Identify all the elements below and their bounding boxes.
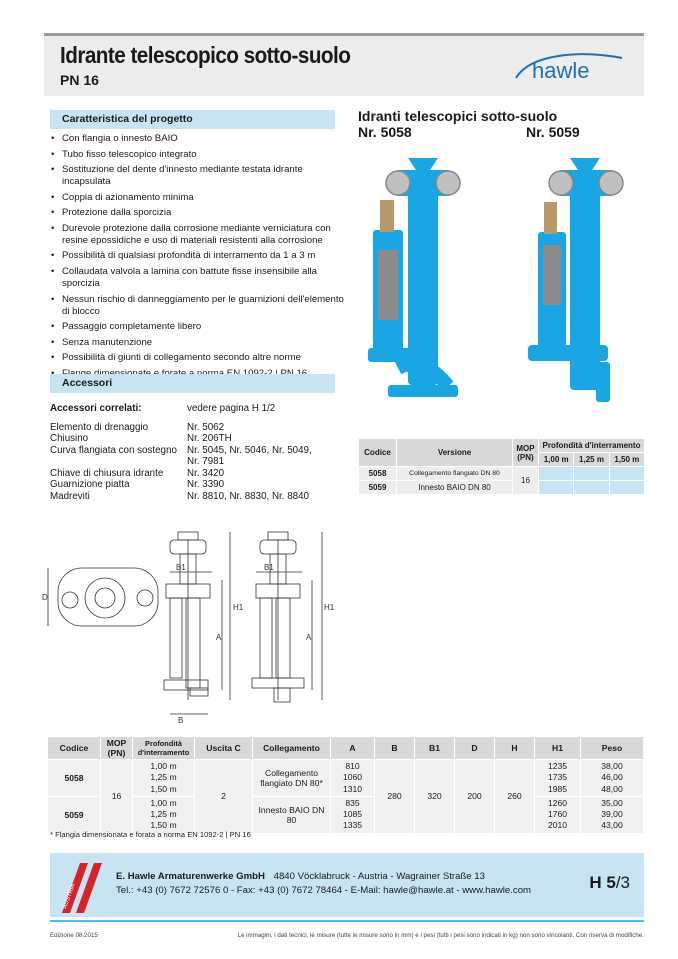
mt-a: 1335	[342, 820, 363, 831]
mt-h1-values	[535, 796, 581, 833]
side-view-5058-drawing	[164, 532, 230, 714]
hydrant-nr-5058: Nr. 5058	[358, 124, 412, 140]
accessory-name: Curva flangiata con sostegno	[50, 444, 177, 456]
accessory-code: Nr. 206TH	[187, 433, 232, 444]
feature-item: • Protezione dalla sporcizia	[50, 207, 350, 219]
vt-cell	[574, 481, 609, 495]
table-row	[359, 481, 645, 495]
mt-peso-values	[581, 796, 644, 833]
drawing-label-b: B	[178, 716, 184, 725]
page-subtitle: PN 16	[60, 72, 99, 88]
features-list	[50, 133, 350, 383]
company-line	[116, 871, 485, 882]
accessory-row	[50, 491, 350, 503]
mt-depths	[133, 796, 195, 833]
vt-cell	[574, 467, 609, 481]
vt-header-mop: MOP (PN)	[513, 439, 539, 467]
feature-item: • Collaudata valvola a lamina con battute fisse insensibile alla sporcizia	[50, 266, 350, 290]
mt-header-d: D	[455, 737, 495, 760]
drawing-label-b1: B1	[176, 563, 186, 572]
table-row	[48, 760, 644, 797]
mt-connection: Collegamento flangiato DN 80*	[253, 760, 331, 797]
accessory-name: Madreviti	[50, 490, 90, 502]
accessory-name: Elemento di drenaggio	[50, 421, 149, 433]
mt-header-outlet: Uscita C	[195, 737, 253, 760]
mt-a: 1085	[342, 809, 363, 820]
company-footer	[50, 853, 644, 917]
accessory-code: Nr. 8810, Nr. 8830, Nr. 8840	[187, 490, 309, 502]
accessories-related	[50, 403, 350, 415]
mt-h: 260	[495, 760, 535, 834]
company-address: 4840 Vöcklabruck - Austria - Wagrainer Straße 13	[273, 871, 485, 882]
feature-item: • Nessun rischio di danneggiamento per le guarnizioni dell'elemento di blocco	[50, 294, 350, 318]
vt-header-depth: Profondità d'interramento	[539, 439, 645, 453]
hydrant-illustrations	[358, 150, 648, 425]
vt-depth-2: 1,25 m	[574, 453, 609, 467]
accessories-list	[50, 403, 350, 502]
drawing-label-a: A	[306, 633, 312, 642]
feature-item: • Senza manutenzione	[50, 337, 350, 349]
accessory-code: Nr. 5045, Nr. 5046, Nr. 5049,	[187, 444, 312, 456]
accessory-name	[50, 456, 187, 468]
page-number-total: /3	[615, 873, 630, 892]
vt-header-version: Versione	[397, 439, 513, 467]
accessory-row	[50, 456, 350, 468]
mt-b1: 320	[415, 760, 455, 834]
page-number-main: H 5	[589, 873, 616, 892]
vt-cell	[609, 467, 644, 481]
mt-peso: 43,00	[601, 820, 623, 831]
accessory-name: Chiave di chiusura idrante	[50, 467, 164, 479]
mt-header-peso: Peso	[581, 737, 644, 760]
side-view-5059-drawing	[252, 532, 322, 702]
mt-header-code: Codice	[48, 737, 101, 760]
disclaimer: Le immagini, i dati tecnici, le misure (tutte le misure sono in mm) e i pesi (tutti i pesi sono indicati in kg) non sono vincolanti. Con riserva di modifiche.	[237, 932, 644, 939]
accessory-row	[50, 468, 350, 480]
mt-peso: 39,00	[601, 809, 623, 820]
mt-peso: 38,00	[601, 761, 623, 771]
mt-h1: 1735	[547, 772, 568, 783]
mt-a: 835	[345, 797, 360, 808]
feature-item: • Possibilità di qualsiasi profondità di interramento da 1 a 3 m	[50, 250, 350, 262]
mt-h1-values	[535, 760, 581, 797]
feature-item: • Con flangia o innesto BAIO	[50, 133, 350, 145]
mt-header-b1: B1	[415, 737, 455, 760]
accessory-row	[50, 479, 350, 491]
hawle-logo	[510, 48, 630, 88]
mt-header-a: A	[331, 737, 375, 760]
vt-mop: 16	[513, 467, 539, 495]
mt-d: 200	[455, 760, 495, 834]
related-label: Accessori correlati:	[50, 403, 142, 414]
page-number	[589, 873, 630, 893]
vt-cell	[609, 481, 644, 495]
mt-h1: 1235	[547, 761, 568, 771]
mt-peso-values	[581, 760, 644, 797]
vt-version: Innesto BAIO DN 80	[397, 481, 513, 495]
hydrants-title	[358, 108, 598, 140]
feature-item: • Coppia di azionamento minima	[50, 192, 350, 204]
austria-badge-text: AUSTRIA	[62, 883, 77, 910]
page-title: Idrante telescopico sotto-suolo	[60, 42, 351, 68]
mt-header-connection: Collegamento	[253, 737, 331, 760]
mt-depth: 1,50 m	[150, 783, 177, 794]
accessory-row	[50, 445, 350, 457]
mt-a-values	[331, 760, 375, 797]
vt-depth-1: 1,00 m	[539, 453, 574, 467]
drawing-label-d: D	[42, 593, 48, 602]
mt-a: 1310	[342, 783, 363, 794]
mt-depth: 1,00 m	[150, 797, 177, 808]
hydrants-title-text: Idranti telescopici sotto-suolo	[358, 108, 558, 124]
company-name: E. Hawle Armaturenwerke GmbH	[116, 871, 265, 882]
mt-header-h: H	[495, 737, 535, 760]
mt-a-values	[331, 796, 375, 833]
vt-depth-3: 1,50 m	[609, 453, 644, 467]
mt-h1: 1985	[547, 783, 568, 794]
mt-header-mop: MOP (PN)	[101, 737, 133, 760]
logo-text: hawle	[532, 58, 590, 83]
feature-item: • Tubo fisso telescopico integrato	[50, 149, 350, 161]
vt-code: 5058	[359, 467, 397, 481]
table-row	[359, 467, 645, 481]
technical-drawing	[40, 520, 340, 730]
hydrant-nr-5059: Nr. 5059	[526, 124, 580, 140]
austria-badge	[54, 859, 108, 913]
vt-code: 5059	[359, 481, 397, 495]
dimensions-table	[47, 736, 644, 834]
mt-peso: 48,00	[601, 783, 623, 794]
edition-date: Edizione 08.2015	[50, 932, 98, 939]
drawing-label-a: A	[216, 633, 222, 642]
company-contact: Tel.: +43 (0) 7672 72576 0 - Fax: +43 (0) 7672 78464 - E-Mail: hawle@hawle.at - www.hawle.com	[116, 885, 532, 896]
mt-peso: 46,00	[601, 772, 623, 783]
mt-b: 280	[375, 760, 415, 834]
accessory-name: Guarnizione piatta	[50, 479, 130, 490]
accessory-row	[50, 433, 350, 445]
features-heading: Caratteristica del progetto	[50, 110, 335, 129]
feature-item: • Sostituzione del dente d'innesto mediante testata idrante incapsulata	[50, 164, 350, 188]
footer-divider	[50, 920, 644, 922]
feature-item: • Durevole protezione dalla corrosione mediante verniciatura con resine epossidiche e uso di materiali resistenti alla corrosione	[50, 223, 350, 247]
vt-version: Collegamento flangiato DN 80	[397, 467, 513, 481]
accessory-code: Nr. 7981	[187, 456, 225, 467]
vt-cell	[539, 467, 574, 481]
top-view-drawing	[48, 568, 158, 626]
drawing-label-b1: B1	[264, 563, 274, 572]
mt-depths	[133, 760, 195, 797]
feature-item: • Passaggio completamente libero	[50, 321, 350, 333]
mt-peso: 35,00	[601, 797, 623, 808]
mt-depth: 1,50 m	[150, 820, 177, 831]
mt-header-depth: Profondità d'interramento	[133, 737, 195, 760]
accessory-row	[50, 422, 350, 434]
hydrant-5058-illustration	[368, 158, 460, 397]
related-value: vedere pagina H 1/2	[187, 403, 276, 414]
table-row	[48, 796, 644, 833]
feature-item: • Possibilità di giunti di collegamento secondo altre norme	[50, 352, 350, 364]
mt-a: 1060	[342, 772, 363, 783]
mt-depth: 1,00 m	[150, 761, 177, 771]
versions-table	[358, 438, 645, 495]
mt-mop: 16	[101, 760, 133, 834]
footnote: * Flangia dimensionata e forata a norma EN 1092-2 | PN 16	[50, 830, 251, 839]
accessory-name: Chiusino	[50, 433, 89, 444]
mt-h1: 2010	[547, 820, 568, 831]
mt-code: 5059	[48, 796, 101, 833]
mt-h1: 1260	[547, 797, 568, 808]
mt-depth: 1,25 m	[150, 809, 177, 820]
accessory-code: Nr. 5062	[187, 421, 225, 433]
vt-header-code: Codice	[359, 439, 397, 467]
page-header	[44, 33, 644, 96]
vt-cell	[539, 481, 574, 495]
mt-connection: Innesto BAIO DN 80	[253, 796, 331, 833]
hydrant-5059-illustration	[528, 158, 623, 402]
accessories-heading: Accessori	[50, 374, 335, 393]
accessory-code: Nr. 3390	[187, 479, 225, 490]
mt-outlet: 2	[195, 760, 253, 834]
mt-header-b: B	[375, 737, 415, 760]
mt-h1: 1760	[547, 809, 568, 820]
mt-code: 5058	[48, 760, 101, 797]
accessory-code: Nr. 3420	[187, 467, 225, 479]
mt-depth: 1,25 m	[150, 772, 177, 783]
mt-header-h1: H1	[535, 737, 581, 760]
mt-a: 810	[345, 761, 360, 771]
drawing-label-h1: H1	[233, 603, 244, 612]
drawing-label-h1: H1	[324, 603, 335, 612]
